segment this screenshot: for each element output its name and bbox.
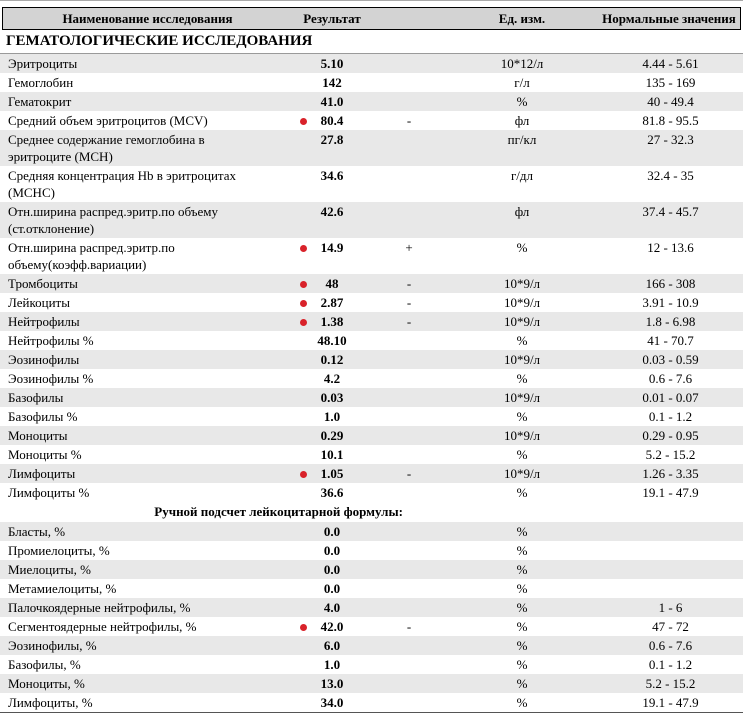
test-name	[0, 580, 292, 597]
units-value: %	[516, 676, 528, 691]
test-name-text: Лимфоциты	[8, 466, 76, 481]
table-row	[0, 445, 743, 464]
deviation-flag: -	[406, 276, 412, 291]
result-value	[292, 427, 372, 444]
test-name-text: Эозинофилы, %	[8, 638, 97, 653]
deviation-flag: -	[406, 314, 412, 329]
result-value-text: 1.0	[323, 409, 341, 424]
result-value-text: 0.0	[323, 562, 341, 577]
test-name	[0, 93, 292, 110]
table-row	[0, 655, 743, 674]
table-row	[0, 522, 743, 541]
result-value	[292, 239, 372, 256]
normal-range: 37.4 - 45.7	[642, 204, 699, 219]
test-name-text: Метамиелоциты, %	[8, 581, 117, 596]
deviation-flag: +	[405, 240, 413, 255]
table-row	[0, 238, 743, 274]
test-name-text: Миелоциты, %	[8, 562, 91, 577]
normal-range: 1 - 6	[658, 600, 683, 615]
test-name-text: Среднее содержание гемоглобина в эритроците (MCH)	[8, 132, 205, 164]
result-value-text: 42.0	[320, 619, 344, 634]
result-value-text: 34.0	[320, 695, 344, 710]
result-value	[292, 112, 372, 129]
test-name-text: Отн.ширина распред.эритр.по объему(коэфф.вариации)	[8, 240, 175, 272]
table-row	[0, 617, 743, 636]
normal-range: 135 - 169	[645, 75, 696, 90]
test-name-text: Базофилы %	[8, 409, 78, 424]
result-value	[292, 351, 372, 368]
test-name	[0, 294, 292, 311]
result-value	[292, 408, 372, 425]
table-header	[2, 7, 741, 30]
normal-range: 0.03 - 0.59	[642, 352, 699, 367]
table-row	[0, 202, 743, 238]
test-name	[0, 484, 292, 501]
units-value: 10*9/л	[503, 276, 541, 291]
test-name	[0, 131, 292, 165]
test-name	[0, 599, 292, 616]
result-value	[292, 55, 372, 72]
test-name	[0, 446, 292, 463]
result-value	[292, 656, 372, 673]
test-name-text: Гемоглобин	[8, 75, 74, 90]
table-row	[0, 579, 743, 598]
result-value	[292, 167, 372, 184]
normal-range: 0.1 - 1.2	[648, 409, 693, 424]
test-name	[0, 112, 292, 129]
test-name	[0, 313, 292, 330]
test-name-text: Лейкоциты	[8, 295, 70, 310]
result-value	[292, 523, 372, 540]
result-value-text: 0.0	[323, 543, 341, 558]
test-name	[0, 561, 292, 578]
table-row	[0, 92, 743, 111]
test-name	[0, 675, 292, 692]
test-name	[0, 542, 292, 559]
result-value-text: 1.05	[320, 466, 344, 481]
normal-range: 1.8 - 6.98	[645, 314, 696, 329]
test-name	[0, 239, 292, 273]
units-value: %	[516, 695, 528, 710]
test-name-text: Моноциты	[8, 428, 68, 443]
normal-range: 0.29 - 0.95	[642, 428, 699, 443]
abnormal-marker-icon	[300, 118, 307, 125]
result-value-text: 4.0	[323, 600, 341, 615]
normal-range: 166 - 308	[645, 276, 696, 291]
test-name-text: Эозинофилы	[8, 352, 80, 367]
table-row	[0, 388, 743, 407]
test-name	[0, 637, 292, 654]
result-value	[292, 275, 372, 292]
test-name-text: Сегментоядерные нейтрофилы, %	[8, 619, 197, 634]
result-value-text: 0.0	[323, 524, 341, 539]
abnormal-marker-icon	[300, 281, 307, 288]
normal-range: 3.91 - 10.9	[642, 295, 699, 310]
normal-range: 0.6 - 7.6	[648, 638, 693, 653]
result-value	[292, 675, 372, 692]
test-name	[0, 408, 292, 425]
result-value-text: 5.10	[320, 56, 344, 71]
normal-range: 19.1 - 47.9	[642, 695, 699, 710]
normal-range: 81.8 - 95.5	[642, 113, 699, 128]
result-value-text: 1.38	[320, 314, 344, 329]
units-value: 10*9/л	[503, 295, 541, 310]
units-value: 10*9/л	[503, 352, 541, 367]
table-row	[0, 274, 743, 293]
normal-range: 12 - 13.6	[647, 240, 694, 255]
table-row	[0, 312, 743, 331]
units-value: %	[516, 409, 528, 424]
result-value	[292, 93, 372, 110]
abnormal-marker-icon	[300, 624, 307, 631]
normal-range: 27 - 32.3	[647, 132, 694, 147]
test-name	[0, 332, 292, 349]
table-row	[0, 293, 743, 312]
table-row	[0, 166, 743, 202]
normal-range: 41 - 70.7	[647, 333, 694, 348]
test-name-text: Средняя концентрация Hb в эритроцитах (MCHC)	[8, 168, 237, 200]
test-name-text: Моноциты %	[8, 447, 82, 462]
result-value	[292, 294, 372, 311]
test-name	[0, 618, 292, 635]
result-value	[292, 465, 372, 482]
table-row	[0, 560, 743, 579]
deviation-flag: -	[406, 113, 412, 128]
test-name-text: Гематокрит	[8, 94, 72, 109]
result-value-text: 142	[322, 75, 342, 90]
result-value-text: 48	[325, 276, 339, 291]
result-value	[292, 332, 372, 349]
test-name-text: Лимфоциты, %	[8, 695, 93, 710]
test-name	[0, 167, 292, 201]
units-value: %	[516, 581, 528, 596]
test-name-text: Промиелоциты, %	[8, 543, 110, 558]
result-value-text: 0.29	[320, 428, 344, 443]
test-name-text: Отн.ширина распред.эритр.по объему (ст.отклонение)	[8, 204, 218, 236]
units-value: %	[516, 638, 528, 653]
test-name-text: Палочкоядерные нейтрофилы, %	[8, 600, 191, 615]
result-value	[292, 74, 372, 91]
result-value-text: 13.0	[320, 676, 344, 691]
table-row	[0, 54, 743, 73]
table-row	[0, 73, 743, 92]
result-value	[292, 389, 372, 406]
units-value: %	[516, 543, 528, 558]
table-row	[0, 464, 743, 483]
units-value: %	[516, 524, 528, 539]
result-value	[292, 637, 372, 654]
subsection-title: Ручной подсчет лейкоцитарной формулы:	[154, 504, 403, 519]
result-value	[292, 694, 372, 711]
result-value-text: 14.9	[320, 240, 344, 255]
normal-range: 0.01 - 0.07	[642, 390, 699, 405]
units-value: 10*12/л	[500, 56, 544, 71]
result-value	[292, 313, 372, 330]
abnormal-marker-icon	[300, 319, 307, 326]
result-value-text: 0.0	[323, 581, 341, 596]
table-row	[0, 130, 743, 166]
column-header-flag	[372, 8, 446, 29]
test-name	[0, 656, 292, 673]
test-name	[0, 370, 292, 387]
units-value: %	[516, 240, 528, 255]
test-name-text: Базофилы	[8, 390, 64, 405]
normal-range: 40 - 49.4	[647, 94, 694, 109]
units-value: %	[516, 562, 528, 577]
table-row	[0, 598, 743, 617]
result-value	[292, 599, 372, 616]
units-value: %	[516, 600, 528, 615]
normal-range: 32.4 - 35	[647, 168, 694, 183]
result-value-text: 0.03	[320, 390, 344, 405]
table-row	[0, 674, 743, 693]
deviation-flag: -	[406, 295, 412, 310]
units-value: %	[516, 447, 528, 462]
normal-range: 5.2 - 15.2	[645, 676, 696, 691]
table-row	[0, 426, 743, 445]
result-value	[292, 618, 372, 635]
result-value-text: 1.0	[323, 657, 341, 672]
test-name-text: Нейтрофилы	[8, 314, 80, 329]
test-name-text: Эритроциты	[8, 56, 78, 71]
abnormal-marker-icon	[300, 300, 307, 307]
table-body	[0, 30, 743, 712]
normal-range: 1.26 - 3.35	[642, 466, 699, 481]
column-header-name: Наименование исследования	[62, 11, 233, 26]
result-value	[292, 580, 372, 597]
test-name-text: Средний объем эритроцитов (MCV)	[8, 113, 208, 128]
normal-range: 19.1 - 47.9	[642, 485, 699, 500]
result-value	[292, 131, 372, 148]
result-value	[292, 446, 372, 463]
units-value: %	[516, 371, 528, 386]
test-name-text: Базофилы, %	[8, 657, 81, 672]
result-value-text: 2.87	[320, 295, 344, 310]
units-value: %	[516, 94, 528, 109]
units-value: 10*9/л	[503, 466, 541, 481]
column-header-result: Результат	[303, 11, 361, 26]
test-name	[0, 523, 292, 540]
test-name	[0, 389, 292, 406]
units-value: г/л	[514, 75, 530, 90]
test-name	[0, 203, 292, 237]
table-row	[0, 483, 743, 502]
result-value-text: 4.2	[323, 371, 341, 386]
result-value	[292, 542, 372, 559]
result-value-text: 42.6	[320, 204, 344, 219]
result-value-text: 34.6	[320, 168, 344, 183]
result-value	[292, 203, 372, 220]
test-name-text: Эозинофилы %	[8, 371, 94, 386]
normal-range: 0.6 - 7.6	[648, 371, 693, 386]
top-divider	[0, 0, 743, 1]
deviation-flag: -	[406, 619, 412, 634]
deviation-flag: -	[406, 466, 412, 481]
result-value-text: 36.6	[320, 485, 344, 500]
units-value: 10*9/л	[503, 428, 541, 443]
test-name-text: Тромбоциты	[8, 276, 78, 291]
result-value	[292, 484, 372, 501]
test-name	[0, 55, 292, 72]
test-name	[0, 427, 292, 444]
result-value-text: 48.10	[317, 333, 347, 348]
column-header-units: Ед. изм.	[498, 11, 546, 26]
test-name	[0, 351, 292, 368]
result-value-text: 80.4	[320, 113, 344, 128]
test-name	[0, 465, 292, 482]
result-value-text: 27.8	[320, 132, 344, 147]
result-value-text: 6.0	[323, 638, 341, 653]
units-value: 10*9/л	[503, 314, 541, 329]
normal-range: 47 - 72	[652, 619, 689, 634]
test-name-text: Моноциты, %	[8, 676, 85, 691]
test-name-text: Лимфоциты %	[8, 485, 90, 500]
units-value: %	[516, 619, 528, 634]
units-value: пг/кл	[507, 132, 537, 147]
table-row	[0, 331, 743, 350]
section-title: ГЕМАТОЛОГИЧЕСКИЕ ИССЛЕДОВАНИЯ	[0, 30, 743, 54]
result-value	[292, 370, 372, 387]
units-value: фл	[514, 113, 530, 128]
test-name	[0, 275, 292, 292]
table-row	[0, 541, 743, 560]
test-name	[0, 74, 292, 91]
units-value: %	[516, 333, 528, 348]
table-row	[0, 636, 743, 655]
result-value-text: 41.0	[320, 94, 344, 109]
column-header-normal: Нормальные значения	[602, 11, 736, 26]
abnormal-marker-icon	[300, 245, 307, 252]
units-value: %	[516, 485, 528, 500]
table-row	[0, 350, 743, 369]
result-value-text: 10.1	[320, 447, 344, 462]
normal-range: 4.44 - 5.61	[642, 56, 699, 71]
table-row	[0, 369, 743, 388]
abnormal-marker-icon	[300, 471, 307, 478]
test-name-text: Нейтрофилы %	[8, 333, 94, 348]
test-name	[0, 694, 292, 711]
table-row	[0, 111, 743, 130]
units-value: 10*9/л	[503, 390, 541, 405]
units-value: г/дл	[510, 168, 534, 183]
test-name-text: Бласты, %	[8, 524, 66, 539]
units-value: фл	[514, 204, 530, 219]
result-value	[292, 561, 372, 578]
result-value-text: 0.12	[320, 352, 344, 367]
normal-range: 0.1 - 1.2	[648, 657, 693, 672]
units-value: %	[516, 657, 528, 672]
table-row	[0, 693, 743, 712]
table-row	[0, 407, 743, 426]
normal-range: 5.2 - 15.2	[645, 447, 696, 462]
